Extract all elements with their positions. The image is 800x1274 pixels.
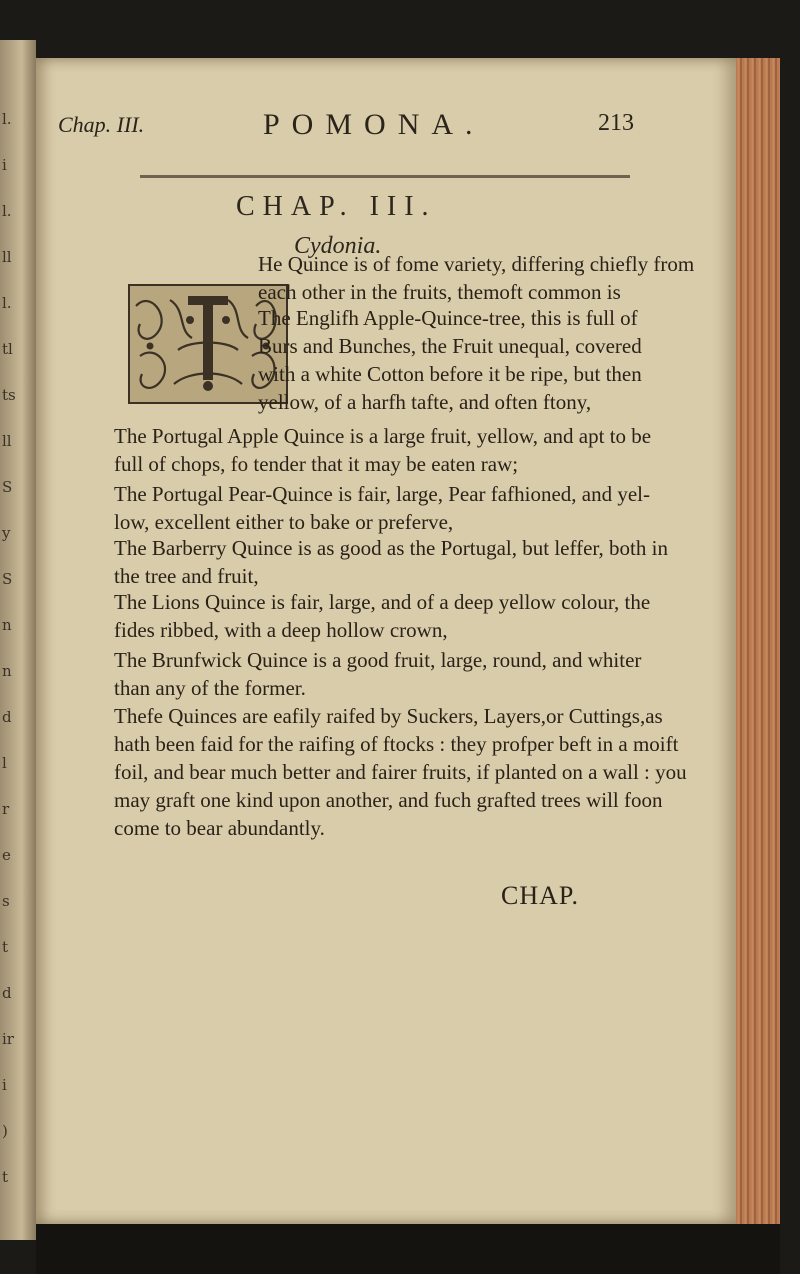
text-line: come to bear abundantly. [114, 816, 325, 840]
text-line: full of chops, fo tender that it may be eaten raw; [114, 452, 519, 476]
text-line: Burs and Bunches, the Fruit unequal, covered [258, 334, 642, 358]
facing-page-letter: ll [2, 432, 12, 450]
text-line: fides ribbed, with a deep hollow crown, [114, 618, 448, 642]
chapter-subtitle: Cydonia. [294, 233, 382, 259]
text-line: He Quince is of fome variety, differing chiefly from [258, 252, 695, 276]
facing-page-letter: n [2, 616, 12, 634]
facing-page-letter: ts [2, 386, 16, 404]
facing-page-letter: d [2, 984, 12, 1002]
catchword: CHAP. [501, 881, 579, 910]
paragraph [114, 646, 640, 702]
facing-page-letter: d [2, 708, 12, 726]
facing-page-letter: y [2, 524, 11, 542]
page-foredge [736, 58, 780, 1224]
text-line: each other in the fruits, themoft common is [258, 280, 621, 304]
text-line: The Barberry Quince is as good as the Portugal, but leffer, both in [114, 536, 668, 560]
facing-page-letter: i [2, 1076, 7, 1094]
paragraph [258, 250, 695, 306]
facing-page-letter: t [2, 938, 9, 956]
facing-page-letter: r [2, 800, 10, 818]
facing-page-letter: e [2, 846, 11, 864]
text-line: the tree and fruit, [114, 564, 259, 588]
page-number: 213 [598, 110, 634, 136]
facing-page-letter: i [2, 156, 7, 174]
text-line: foil, and bear much better and fairer fruits, if planted on a wall : you [114, 760, 687, 784]
text-line: The Brunfwick Quince is a good fruit, large, round, and whiter [114, 648, 642, 672]
facing-page-letter: t [2, 1168, 9, 1186]
facing-page-letter: ll [2, 248, 12, 266]
facing-page-letter: s [2, 892, 10, 910]
text-line: hath been faid for the raifing of ftocks : they profper beft in a moift [114, 732, 679, 756]
facing-page-letter: l. [2, 202, 12, 220]
text-line: The Portugal Pear-Quince is fair, large, Pear fafhioned, and yel- [114, 482, 650, 506]
facing-page-edge [0, 40, 36, 1240]
facing-page-letter: l. [2, 110, 12, 128]
header-rule [140, 175, 630, 178]
running-head [36, 58, 736, 188]
text-line: low, excellent either to bake or preferve, [114, 510, 454, 534]
facing-page-letter: tl [2, 340, 13, 358]
facing-page-letter: l. [2, 294, 12, 312]
paragraph [114, 702, 687, 842]
facing-page-letter: S [2, 478, 13, 496]
bottom-shadow [36, 1224, 780, 1274]
facing-page-letter: ) [2, 1122, 8, 1140]
paragraph [114, 588, 651, 644]
paragraph [114, 422, 652, 478]
book-page [36, 58, 736, 1224]
facing-page-letter: n [2, 662, 12, 680]
text-line: The Lions Quince is fair, large, and of a deep yellow colour, the [114, 590, 651, 614]
text-line: yellow, of a harfh tafte, and often ftony, [258, 390, 592, 414]
text-line: than any of the former. [114, 676, 306, 700]
chapter-heading: CHAP. III. [236, 191, 437, 222]
facing-page-letter: S [2, 570, 13, 588]
paragraph [114, 480, 650, 536]
text-line: The Englifh Apple-Quince-tree, this is full of [258, 306, 638, 330]
text-line: may graft one kind upon another, and fuch grafted trees will foon [114, 788, 663, 812]
paragraph [114, 534, 668, 590]
chapter-label: Chap. III. [58, 112, 145, 137]
book-title: POMONA. [263, 108, 485, 141]
facing-page-letter: l [2, 754, 7, 772]
paragraph [258, 304, 642, 416]
text-line: The Portugal Apple Quince is a large fruit, yellow, and apt to be [114, 424, 652, 448]
text-line: with a white Cotton before it be ripe, but then [258, 362, 642, 386]
facing-page-letter: ir [2, 1030, 14, 1048]
text-line: Thefe Quinces are eafily raifed by Suckers, Layers,or Cuttings,as [114, 704, 663, 728]
